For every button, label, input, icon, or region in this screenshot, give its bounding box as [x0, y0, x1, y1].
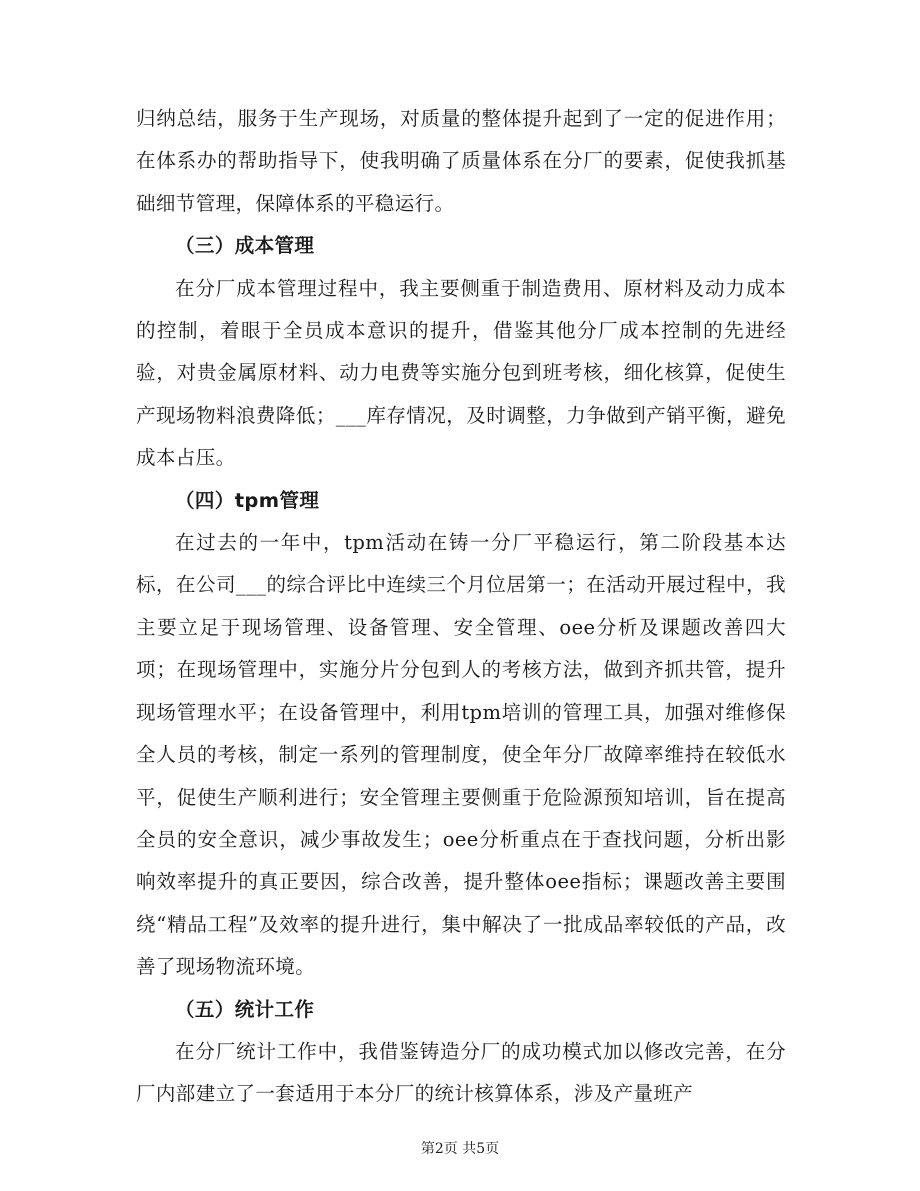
- page-footer: 第2页 共5页: [420, 1141, 500, 1157]
- section-body-cost: 在分厂成本管理过程中，我主要侧重于制造费用、原材料及动力成本的控制，着眼于全员成本意识的提升，借鉴其他分厂成本控制的先进经验，对贵金属原材料、动力电费等实施分包到班考核，细化核算，促使生产现场物料浪费降低；___库存情况，及时调整，力争做到产销平衡，避免成本占压。: [136, 276, 786, 470]
- intro-paragraph: 归纳总结，服务于生产现场，对质量的整体提升起到了一定的促进作用；在体系办的帮助指导下，使我明确了质量体系在分厂的要素，促使我抓基础细节管理，保障体系的平稳运行。: [136, 107, 786, 215]
- document-page: [136, 98, 786, 1116]
- section-heading-cost: （三）成本管理: [175, 234, 315, 258]
- section-body-statistics: 在分厂统计工作中，我借鉴铸造分厂的成功模式加以修改完善，在分厂内部建立了一套适用于本分厂的统计核算体系，涉及产量班产: [136, 1039, 786, 1106]
- section-body-tpm: 在过去的一年中，tpm活动在铸一分厂平稳运行，第二阶段基本达标，在公司___的综合评比中连续三个月位居第一；在活动开展过程中，我主要立足于现场管理、设备管理、安全管理、oee分析及课题改善四大项；在现场管理中，实施分片分包到人的考核方法，做到齐抓共管，提升现场管理水平；在设备管理中，利用tpm培训的管理工具，加强对维修保全人员的考核，制定一系列的管理制度，使全年分厂故障率维持在较低水平，促使生产顺利进行；安全管理主要侧重于危险源预知培训，旨在提高全员的安全意识，减少事故发生；oee分析重点在于查找问题，分析出影响效率提升的真正要因，综合改善，提升整体oee指标；课题改善主要围绕“精品工程”及效率的提升进行，集中解决了一批成品率较低的产品，改善了现场物流环境。: [136, 531, 786, 979]
- section-heading-tpm: （四）tpm管理: [175, 488, 320, 512]
- section-heading-statistics: （五）统计工作: [175, 997, 315, 1021]
